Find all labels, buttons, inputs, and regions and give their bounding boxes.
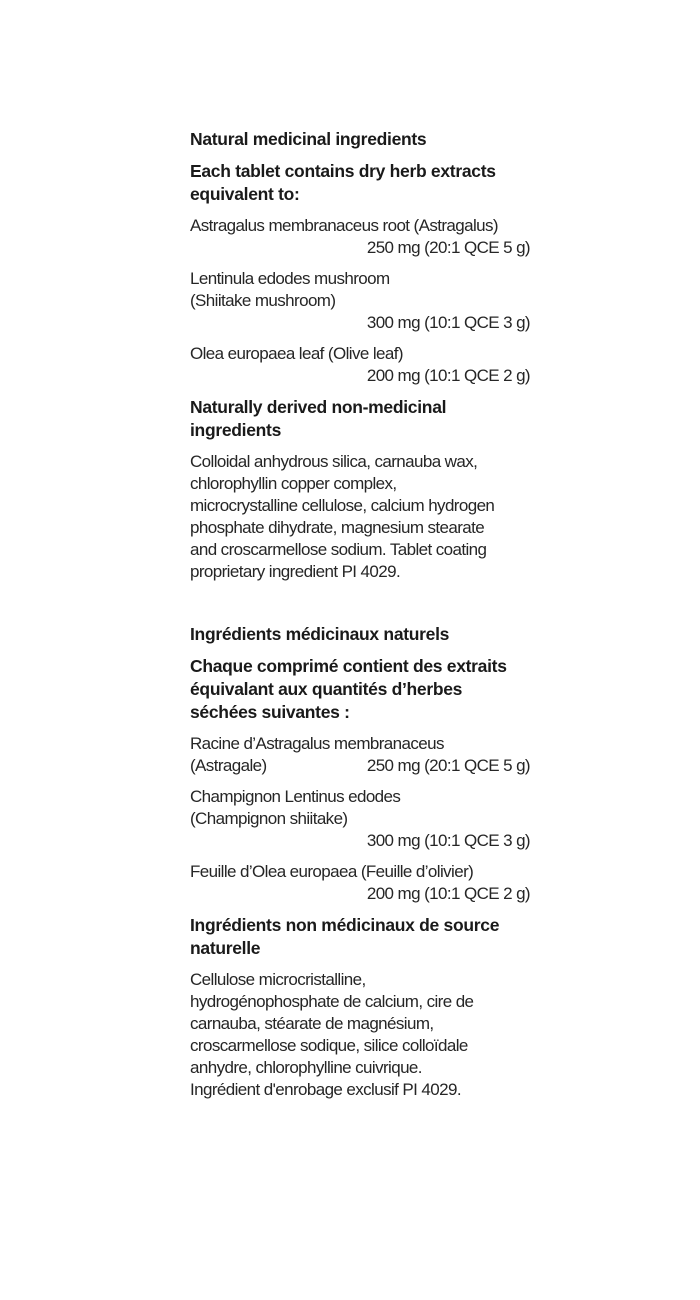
medicinal-ingredients-heading: Natural medicinal ingredients	[190, 129, 427, 149]
ingredients-panel	[190, 128, 535, 1110]
medicinal-ingredients-heading-fr: Ingrédients médicinaux naturels	[190, 624, 450, 644]
heading-line: Chaque comprimé contient des extraits	[190, 656, 507, 676]
text-line: croscarmellose sodique, silice colloïdale	[190, 1036, 468, 1055]
heading-line: naturelle	[190, 938, 261, 958]
ingredient-amount: 200 mg (10:1 QCE 2 g)	[366, 366, 530, 385]
ingredient-name: (Champignon shiitake)	[190, 809, 348, 828]
ingredient-astragalus	[190, 215, 535, 259]
ingredient-name: (Astragale)	[190, 756, 267, 775]
ingredient-astragale-fr	[190, 733, 535, 777]
ingredient-amount: 300 mg (10:1 QCE 3 g)	[366, 313, 530, 332]
ingredient-amount: 300 mg (10:1 QCE 3 g)	[366, 831, 530, 850]
heading-line: Naturally derived non-medicinal	[190, 397, 447, 417]
ingredient-olivier-fr	[190, 861, 535, 905]
ingredient-amount: 250 mg (20:1 QCE 5 g)	[366, 238, 530, 257]
heading-line: Each tablet contains dry herb extracts	[190, 161, 496, 181]
nonmedicinal-ingredients-text-fr	[190, 969, 535, 1101]
ingredient-olive-leaf	[190, 343, 535, 387]
french-section	[190, 623, 535, 1101]
ingredient-shiitake-fr	[190, 786, 535, 852]
heading-line: Ingrédients non médicinaux de source	[190, 915, 500, 935]
ingredient-amount: 250 mg (20:1 QCE 5 g)	[366, 756, 530, 775]
text-line: and croscarmellose sodium. Tablet coating	[190, 540, 487, 559]
heading-line: équivalant aux quantités d’herbes	[190, 679, 463, 699]
ingredient-row	[190, 755, 535, 777]
text-line: Colloidal anhydrous silica, carnauba wax,	[190, 452, 478, 471]
text-line: hydrogénophosphate de calcium, cire de	[190, 992, 474, 1011]
ingredient-name: Racine d’Astragalus membranaceus	[190, 734, 444, 753]
text-line: phosphate dihydrate, magnesium stearate	[190, 518, 485, 537]
ingredient-amount: 200 mg (10:1 QCE 2 g)	[366, 884, 530, 903]
ingredient-name: (Shiitake mushroom)	[190, 291, 336, 310]
nonmedicinal-heading	[190, 396, 535, 442]
nonmedicinal-heading-fr	[190, 914, 535, 960]
heading-line: ingredients	[190, 420, 282, 440]
text-line: anhydre, chlorophylline cuivrique.	[190, 1058, 422, 1077]
tablet-contents-heading	[190, 160, 535, 206]
english-section	[190, 128, 535, 583]
text-line: microcrystalline cellulose, calcium hydrogen	[190, 496, 495, 515]
heading-line: séchées suivantes :	[190, 702, 350, 722]
ingredient-shiitake	[190, 268, 535, 334]
tablet-contents-heading-fr	[190, 655, 535, 724]
text-line: Ingrédient d'enrobage exclusif PI 4029.	[190, 1080, 461, 1099]
ingredient-name: Olea europaea leaf (Olive leaf)	[190, 344, 403, 363]
ingredient-name: Feuille d’Olea europaea (Feuille d’olivier)	[190, 862, 474, 881]
nonmedicinal-ingredients-text	[190, 451, 535, 583]
text-line: chlorophyllin copper complex,	[190, 474, 397, 493]
ingredient-name: Lentinula edodes mushroom	[190, 269, 390, 288]
text-line: Cellulose microcristalline,	[190, 970, 366, 989]
text-line: proprietary ingredient PI 4029.	[190, 562, 401, 581]
ingredient-name: Champignon Lentinus edodes	[190, 787, 401, 806]
text-line: carnauba, stéarate de magnésium,	[190, 1014, 434, 1033]
ingredient-name: Astragalus membranaceus root (Astragalus)	[190, 216, 498, 235]
heading-line: equivalent to:	[190, 184, 300, 204]
